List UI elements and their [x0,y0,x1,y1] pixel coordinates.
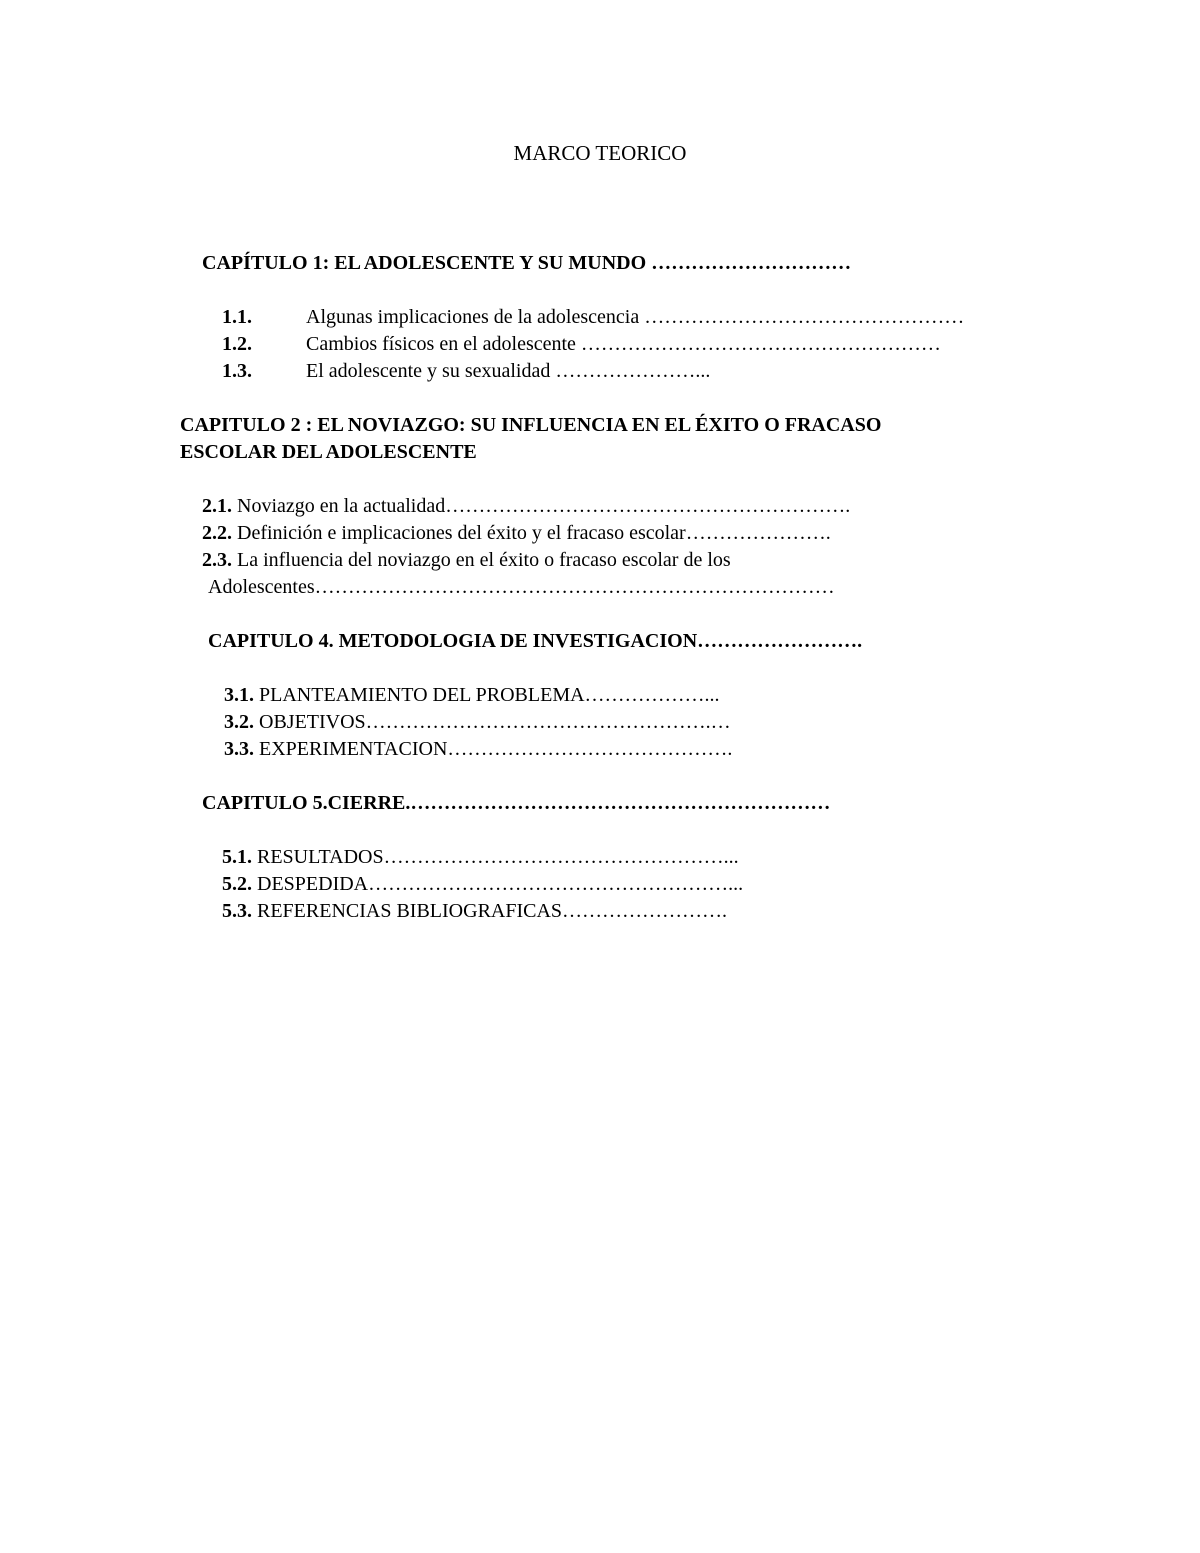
toc-item-3-2 [224,712,731,732]
toc-item-2-3-continued [208,577,835,597]
item-text: REFERENCIAS BIBLIOGRAFICAS [252,900,563,922]
item-text: Noviazgo en la actualidad [232,495,446,517]
toc-item-5-1 [222,847,739,867]
leader-dots: ………………………………………… [644,306,965,328]
leader-dots: ……………………………………………... [383,846,739,868]
chapter-5-title: CAPITULO 5.CIERRE. [202,792,411,814]
item-number: 2.3. [202,549,232,571]
chapter-4-leader-dots: ……………………. [697,630,863,652]
item-text: PLANTEAMIENTO DEL PROBLEMA [254,684,585,706]
toc-item-2-3 [202,550,731,570]
item-text: El adolescente y su sexualidad …………………... [306,360,711,382]
item-number: 5.2. [222,873,252,895]
chapter-4-title: CAPITULO 4. METODOLOGIA DE INVESTIGACION [208,630,698,652]
chapter-4-heading [208,631,862,651]
chapter-2-heading-line-2: ESCOLAR DEL ADOLESCENTE [180,441,477,463]
item-number: 1.1. [222,306,252,328]
toc-item-1-3 [222,360,711,382]
item-number: 2.2. [202,522,232,544]
item-text: Definición e implicaciones del éxito y el fracaso escolar [232,522,686,544]
leader-dots: ………………... [584,684,720,706]
item-number: 3.1. [224,684,254,706]
page-title: MARCO TEORICO [513,141,687,165]
toc-item-3-1 [224,685,720,705]
leader-dots: ……………………………………………… [580,333,941,355]
toc-item-1-2 [222,333,941,355]
item-text: Algunas implicaciones de la adolescencia ………………………………………… [306,306,965,328]
leader-dots: …………………………………………………………………… [314,576,835,598]
chapter-1-leader-dots: ………………………… [651,252,852,274]
chapter-5-leader-dots: ……………………………………………………… [410,792,831,814]
leader-dots: ……………………. [562,900,728,922]
item-text: OBJETIVOS [254,711,366,733]
item-text: RESULTADOS [252,846,384,868]
chapter-5-heading [202,793,830,813]
item-text: Cambios físicos en el adolescente ……………………………………………… [306,333,941,355]
chapter-1-title: CAPÍTULO 1: EL ADOLESCENTE Y SU MUNDO [202,252,652,274]
item-number: 3.2. [224,711,254,733]
chapter-2-heading-line-1: CAPITULO 2 : EL NOVIAZGO: SU INFLUENCIA EN EL ÉXITO O FRACASO [180,414,882,436]
leader-dots: …………………... [555,360,711,382]
toc-item-5-3 [222,901,727,921]
item-text: La influencia del noviazgo en el éxito o fracaso escolar de los [232,549,731,571]
item-number: 2.1. [202,495,232,517]
leader-dots: ……………………………………………………. [445,495,851,517]
item-number: 3.3. [224,738,254,760]
item-text: EXPERIMENTACION [254,738,448,760]
leader-dots: ………………………………………………... [368,873,744,895]
toc-item-2-2 [202,523,831,543]
item-number: 5.1. [222,846,252,868]
item-text: DESPEDIDA [252,873,369,895]
item-number: 5.3. [222,900,252,922]
leader-dots: …………………………………………….… [365,711,731,733]
item-text-continued: Adolescentes [208,576,315,598]
leader-dots: …………………. [685,522,831,544]
chapter-1-heading [202,253,851,273]
toc-item-3-3 [224,739,732,759]
toc-item-5-2 [222,874,743,894]
leader-dots: ……………………………………. [447,738,733,760]
toc-item-2-1 [202,496,850,516]
item-number: 1.3. [222,360,252,382]
toc-item-1-1 [222,306,965,328]
item-number: 1.2. [222,333,252,355]
